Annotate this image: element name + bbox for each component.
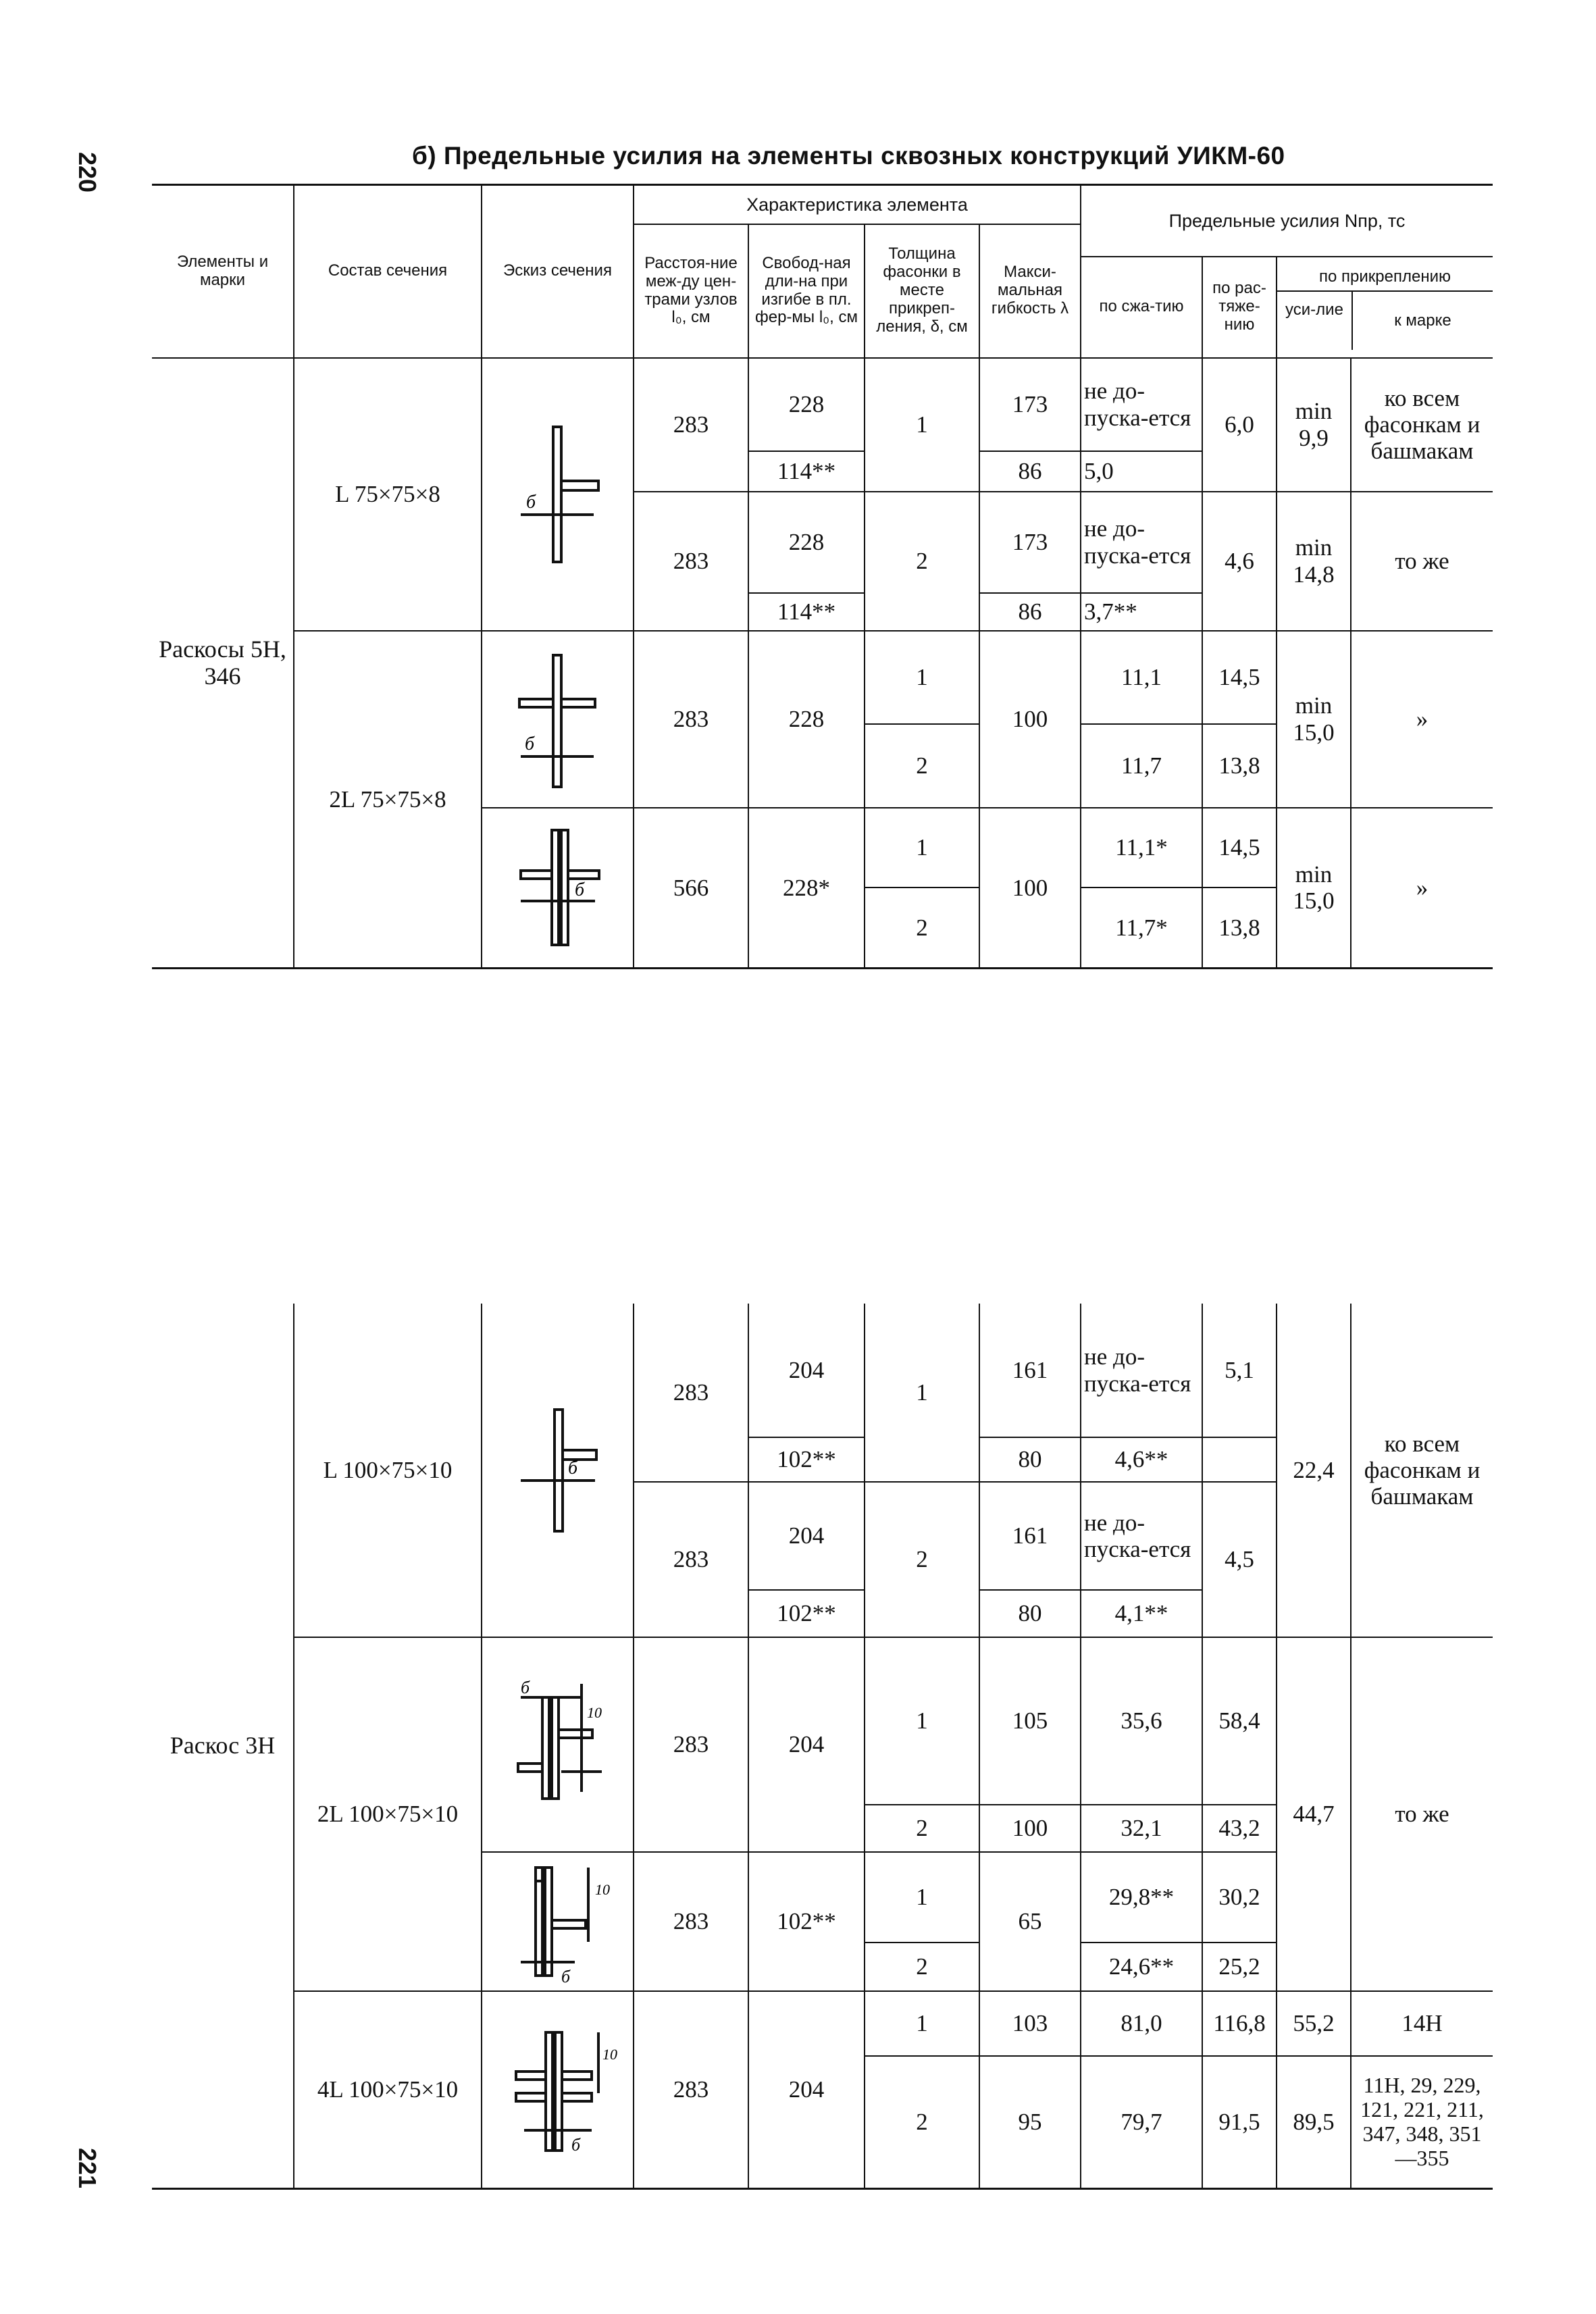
cell-compress: 79,7 [1081,2056,1202,2188]
cell-compress: не до-пуска-ется [1081,1304,1202,1437]
cell-flex: 86 [979,451,1081,492]
header-to-mark: к марке [1394,311,1451,330]
header-force: уси-лие [1277,292,1353,351]
cell-flex: 100 [979,631,1081,808]
cell-thickness: 1 [865,1991,979,2056]
cell-compress: 5,0 [1081,451,1202,492]
cell-mark: » [1351,631,1493,808]
sketch-double-angle [482,1637,634,1852]
cell-distance: 283 [634,631,748,808]
section-name: 2L 75×75×8 [294,631,482,969]
cell-free-length: 204 [748,1482,865,1590]
cell-thickness: 2 [865,724,979,808]
cell-compress: 32,1 [1081,1805,1202,1852]
cell-compress: не до-пуска-ется [1081,1482,1202,1590]
cell-distance: 566 [634,808,748,969]
sketch-angle [482,358,634,631]
sketch-dimension: 10 [594,1881,610,1898]
cell-tension: 25,2 [1202,1943,1277,1991]
cell-flex: 100 [979,1805,1081,1852]
cell-flex: 80 [979,1590,1081,1637]
cell-thickness: 2 [865,492,979,631]
limit-forces-table-1 [152,184,1493,969]
cell-thickness: 1 [865,1637,979,1805]
cell-free-length: 102** [748,1437,865,1482]
cell-compress: 11,7 [1081,724,1202,808]
double-angle-section-icon [507,820,609,955]
cell-tension: 43,2 [1202,1805,1277,1852]
cell-compress: 11,1* [1081,808,1202,888]
cell-mark: 14Н [1351,1991,1493,2056]
sketch-double-angle [482,808,634,969]
element-name: Раскосы 5Н, 346 [152,358,294,969]
cell-tension: 5,1 [1202,1304,1277,1437]
cell-mark: то же [1351,492,1493,631]
sketch-angle [482,1304,634,1637]
cell-thickness: 1 [865,1852,979,1943]
cell-thickness: 2 [865,2056,979,2188]
cell-flex: 95 [979,2056,1081,2188]
page-title: б) Предельные усилия на элементы сквозных конструкций УИКМ-60 [412,142,1285,170]
cell-flex: 86 [979,593,1081,631]
cell-flex: 173 [979,358,1081,451]
header-thickness: Толщина фасонки в месте прикреп-ления, δ, см [865,224,979,358]
cell-force: min 9,9 [1277,358,1351,492]
cell-compress: 29,8** [1081,1852,1202,1943]
element-name: Раскос 3Н [152,1304,294,2188]
cell-flex: 173 [979,492,1081,593]
cell-compress: 81,0 [1081,1991,1202,2056]
double-angle-section-icon [500,1854,615,1989]
limit-forces-table-2 [152,1304,1493,2190]
cell-thickness: 1 [865,1304,979,1482]
cell-tension-empty [1202,1437,1277,1482]
quad-angle-section-icon [497,2019,619,2161]
cell-compress: 35,6 [1081,1637,1202,1805]
header-flex: Макси-мальная гибкость λ [979,224,1081,358]
cell-flex: 105 [979,1637,1081,1805]
cell-tension: 6,0 [1202,358,1277,492]
cell-mark: » [1351,808,1493,969]
cell-distance: 283 [634,1991,748,2188]
cell-flex: 161 [979,1304,1081,1437]
cell-tension: 30,2 [1202,1852,1277,1943]
cell-tension: 58,4 [1202,1637,1277,1805]
cell-distance: 283 [634,1852,748,1991]
cell-thickness: 1 [865,631,979,724]
cell-free-length: 114** [748,451,865,492]
sketch-double-angle [482,631,634,808]
header-compress: по сжа-тию [1081,257,1202,358]
header-distance: Расстоя-ние меж-ду цен-трами узлов l₀, см [634,224,748,358]
cell-thickness: 1 [865,358,979,492]
sketch-label-b: б [520,1678,530,1697]
cell-compress: 24,6** [1081,1943,1202,1991]
cell-flex: 80 [979,1437,1081,1482]
cell-mark: 11Н, 29, 229, 121, 221, 211, 347, 348, 351—355 [1351,2056,1493,2188]
cell-force: min 14,8 [1277,492,1351,631]
cell-mark: то же [1351,1637,1493,1991]
cell-tension: 13,8 [1202,888,1277,969]
sketch-label-b: б [524,733,534,754]
header-section: Состав сечения [294,185,482,358]
cell-compress: 3,7** [1081,593,1202,631]
cell-compress: не до-пуска-ется [1081,492,1202,593]
cell-tension: 91,5 [1202,2056,1277,2188]
cell-free-length: 228 [748,631,865,808]
page-number-bottom: 221 [74,2148,101,2189]
cell-force: 22,4 [1277,1304,1351,1637]
cell-flex: 103 [979,1991,1081,2056]
section-name: L 100×75×10 [294,1304,482,1637]
double-angle-section-icon [507,645,609,794]
cell-compress: 11,7* [1081,888,1202,969]
sketch-label-b: б [567,1457,577,1479]
cell-compress: 4,6** [1081,1437,1202,1482]
cell-free-length: 102** [748,1852,865,1991]
cell-tension: 116,8 [1202,1991,1277,2056]
cell-compress: 11,1 [1081,631,1202,724]
sketch-dimension: 10 [602,2045,617,2063]
cell-distance: 283 [634,1637,748,1852]
cell-tension: 13,8 [1202,724,1277,808]
cell-distance: 283 [634,358,748,492]
header-sketch: Эскиз сечения [482,185,634,358]
cell-force: 55,2 [1277,1991,1351,2056]
double-angle-section-icon [500,1677,615,1812]
cell-mark: ко всем фасонкам и башмакам [1351,358,1493,492]
angle-section-icon [507,413,609,575]
cell-thickness: 1 [865,808,979,888]
cell-force: min 15,0 [1277,631,1351,808]
header-tension: по рас-тяже-нию [1202,257,1277,358]
cell-flex: 161 [979,1482,1081,1590]
header-attach-block [1277,257,1493,358]
sketch-label-b: б [561,1967,570,1986]
cell-free-length: 204 [748,1304,865,1437]
sketch-quad-angle [482,1991,634,2188]
cell-free-length: 204 [748,1991,865,2188]
cell-free-length: 204 [748,1637,865,1852]
cell-compress: не до-пуска-ется [1081,358,1202,451]
cell-tension: 14,5 [1202,631,1277,724]
sketch-label-b: б [571,2134,580,2155]
section-name: 2L 100×75×10 [294,1637,482,1991]
sketch-label-b: б [525,491,536,513]
cell-free-length: 228 [748,358,865,451]
cell-force: 44,7 [1277,1637,1351,1991]
angle-section-icon [507,1396,609,1545]
cell-distance: 283 [634,1482,748,1637]
cell-force: 89,5 [1277,2056,1351,2188]
cell-free-length: 102** [748,1590,865,1637]
cell-free-length: 228* [748,808,865,969]
cell-thickness: 2 [865,1943,979,1991]
header-attach: по прикреплению [1277,264,1493,292]
cell-mark: ко всем фасонкам и башмакам [1351,1304,1493,1637]
cell-flex: 100 [979,808,1081,969]
page-number-top: 220 [74,152,101,193]
header-elements: Элементы и марки [152,185,294,358]
sketch-double-angle [482,1852,634,1991]
cell-thickness: 2 [865,888,979,969]
cell-thickness: 2 [865,1805,979,1852]
sketch-dimension: 10 [586,1704,602,1721]
cell-tension: 14,5 [1202,808,1277,888]
cell-tension: 4,6 [1202,492,1277,631]
cell-compress: 4,1** [1081,1590,1202,1637]
header-free-length: Свобод-ная дли-на при изгибе в пл. фер-мы l₀, см [748,224,865,358]
cell-free-length: 228 [748,492,865,593]
sketch-label-b: б [574,879,584,901]
header-limit-group: Предельные усилия Nпр, тс [1081,185,1493,257]
cell-force: min 15,0 [1277,808,1351,969]
section-name: L 75×75×8 [294,358,482,631]
cell-distance: 283 [634,1304,748,1482]
cell-tension: 4,5 [1202,1482,1277,1637]
cell-flex: 65 [979,1852,1081,1991]
cell-thickness: 2 [865,1482,979,1637]
header-char-group: Характеристика элемента [634,185,1081,224]
cell-free-length: 114** [748,593,865,631]
cell-distance: 283 [634,492,748,631]
section-name: 4L 100×75×10 [294,1991,482,2188]
